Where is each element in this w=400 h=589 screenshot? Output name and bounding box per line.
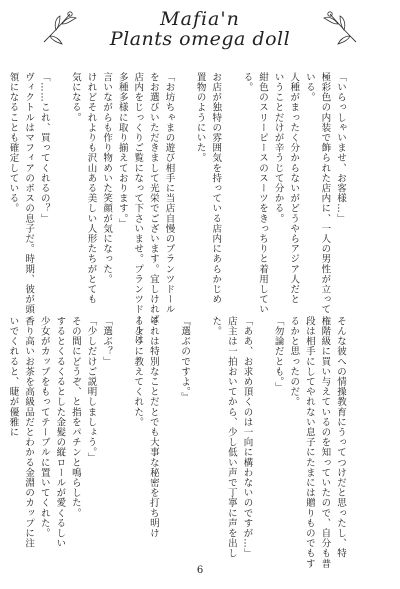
text-line: 多種多様に取り揃えております。」 xyxy=(116,72,128,229)
text-line xyxy=(223,72,239,298)
text-line: 置物のようにいた。 xyxy=(194,72,206,163)
title-line-1: Mafia'n xyxy=(160,8,240,30)
text-line: 「選ぶ？」 xyxy=(101,316,113,367)
text-line xyxy=(254,316,270,542)
text-line: 紺色のスリーピースのスーツをきっちりと着用してい xyxy=(257,72,269,315)
text-line: をお選びいただきまして光栄でございます。宜しければ xyxy=(147,72,159,325)
text-line: いでくれると、睫が優雅に xyxy=(7,316,19,438)
text-line: 「お坊ちゃまの遊び相手に当店自慢のプランツドール xyxy=(163,72,175,315)
text-line: ヴィクトルはマフィアのボスの息子だ。時期、彼が頭 xyxy=(23,72,35,315)
text-line: 香り高いお茶を高級品だとわかる金淵のカップに注 xyxy=(23,316,35,549)
text-line: るかと思ったのだ。 xyxy=(288,316,300,407)
text-line: 「ああ、お求め頂くのは一向に構わないのですが…」 xyxy=(241,316,253,559)
text-line: けれどそれよりも沢山ある美しい人形たちがとても xyxy=(85,72,97,305)
text-line: た。 xyxy=(210,316,222,337)
text-line: いる。 xyxy=(303,72,315,103)
text-line: 店内をじっくりご覧になって下さいませ。プランツドールは xyxy=(132,72,144,345)
flower-ornament-icon xyxy=(40,6,80,46)
text-line: 領になることも確定している。 xyxy=(7,72,19,214)
text-line: 段は相手にしてやれない息子にたまには贈りものでもす xyxy=(303,316,315,569)
text-line: それは特別なことだとでも大事な秘密を打ち明け xyxy=(147,316,159,539)
text-line xyxy=(161,316,177,542)
text-line: るように教えてくれた。 xyxy=(132,316,144,428)
title-logo xyxy=(104,8,296,54)
text-line: る。 xyxy=(241,72,253,93)
text-line: 『選ぶのですよ。』 xyxy=(179,316,191,403)
page-number: 6 xyxy=(196,565,204,576)
page-header xyxy=(0,0,400,62)
text-line xyxy=(176,72,192,298)
text-line: 権階級に買い与えているのを知っていたので、自分も普 xyxy=(319,316,331,569)
text-line: 少女がカップをもってテーブルに置いてくれた。 xyxy=(38,316,50,539)
text-line: そんな彼への情操教育にうってつけだと思ったし、特 xyxy=(335,316,346,559)
text-line: 極彩色の内装で飾られた店内に、一人の男性が立って xyxy=(319,72,331,315)
text-line xyxy=(52,72,68,298)
text-line: 人種がまったく分からないがどうやらアジア人だと xyxy=(288,72,300,305)
text-line: 言いながらも作り物めいた笑顔が気になった。 xyxy=(101,72,113,285)
text-line: 「勿論だとも。」 xyxy=(272,316,284,393)
text-line: 店主は一拍おいてから、少し低い声で丁寧に声を出し xyxy=(225,316,237,559)
flower-ornament-icon xyxy=(320,6,360,46)
text-line: いうことだけが辛うじて分かる。 xyxy=(272,72,284,224)
text-line: 「……これ、買ってくれるの？」 xyxy=(38,72,50,224)
text-line: お店が独特の雰囲気を持っている店内にあらかじめ xyxy=(210,72,222,305)
title-line-2: Plants omega doll xyxy=(109,28,291,50)
text-line: 「少しだけご説明しましょう。」 xyxy=(85,316,97,463)
text-line: 気になる。 xyxy=(69,72,81,123)
text-line: その間にどうぞ、と指をパチンと鳴らした。 xyxy=(69,316,81,518)
text-line xyxy=(192,316,208,542)
text-line xyxy=(114,316,130,542)
body-text-lower xyxy=(7,316,348,569)
text-line: するとくるくるとした金髪の縦ロールが愛くるしい xyxy=(54,316,66,549)
text-line: 「いらっしゃいませ、お客様…」 xyxy=(335,72,346,224)
